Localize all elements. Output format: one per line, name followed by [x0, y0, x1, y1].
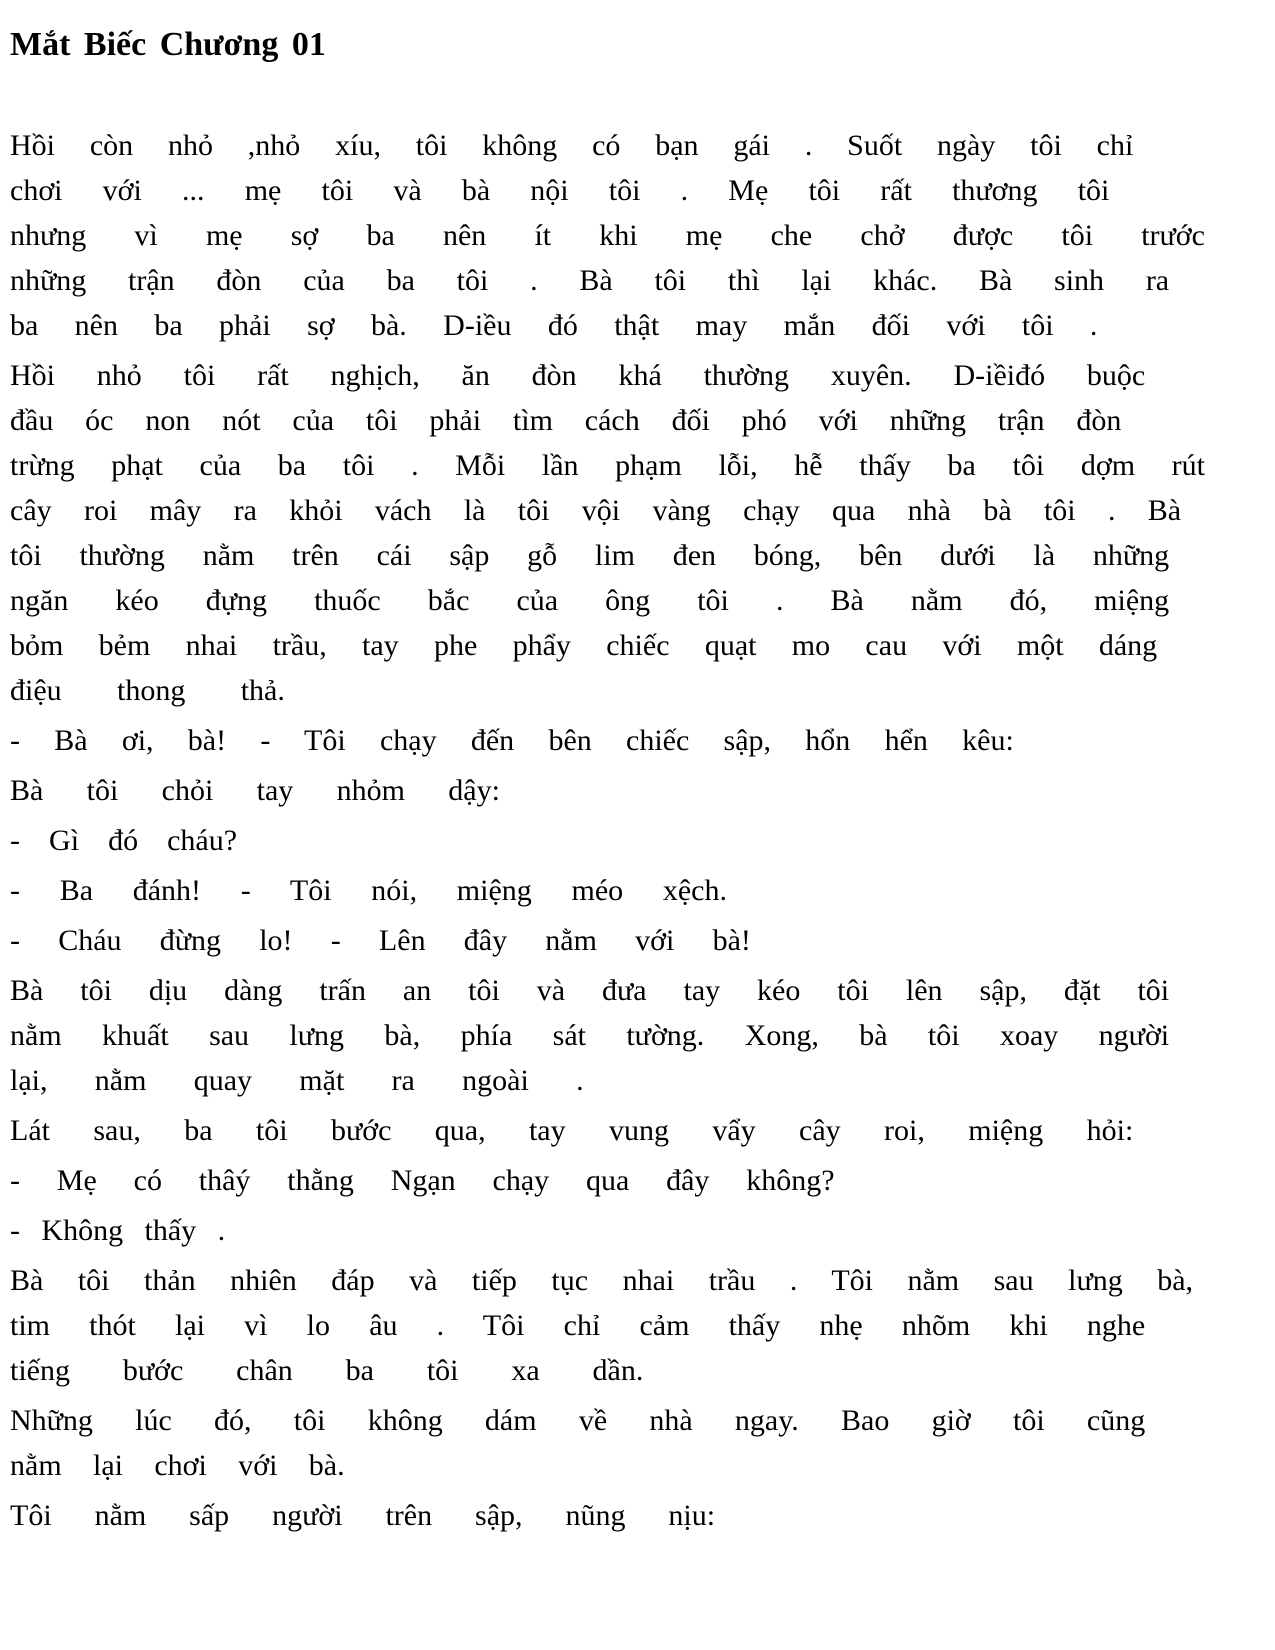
- text-line: nằm khuất sau lưng bà, phía sát tường. Xong, bà tôi xoay người: [10, 1019, 1170, 1052]
- paragraph: [10, 918, 1205, 963]
- text-line: Bà tôi dịu dàng trấn an tôi và đưa tay kéo tôi lên sập, đặt tôi: [10, 974, 1170, 1007]
- text-line: những trận đòn của ba tôi . Bà tôi thì lại khác. Bà sinh ra: [10, 264, 1170, 297]
- text-line: Những lúc đó, tôi không dám về nhà ngay. Bao giờ tôi cũng: [10, 1404, 1146, 1437]
- paragraph: [10, 768, 1205, 813]
- text-line: - Gì đó cháu?: [10, 824, 238, 857]
- document-title: Mắt Biếc Chương 01: [10, 26, 326, 63]
- text-line: Tôi nằm sấp người trên sập, nũng nịu:: [10, 1499, 716, 1532]
- paragraph: [10, 968, 1205, 1103]
- text-line: chơi với ... mẹ tôi và bà nội tôi . Mẹ tôi rất thương tôi: [10, 174, 1110, 207]
- text-line: điệu thong thả.: [10, 674, 285, 707]
- text-line: - Cháu đừng lo! - Lên đây nằm với bà!: [10, 924, 751, 957]
- text-line: nhưng vì mẹ sợ ba nên ít khi mẹ che chở được tôi trước: [10, 219, 1205, 252]
- paragraph: [10, 1493, 1205, 1538]
- text-line: lại, nằm quay mặt ra ngoài .: [10, 1064, 584, 1097]
- paragraph: [10, 123, 1205, 348]
- paragraph: [10, 818, 1205, 863]
- text-line: đầu óc non nót của tôi phải tìm cách đối phó với những trận đòn: [10, 404, 1122, 437]
- text-line: Hồi còn nhỏ ,nhỏ xíu, tôi không có bạn gái . Suốt ngày tôi chỉ: [10, 129, 1134, 162]
- text-line: ba nên ba phải sợ bà. D-iều đó thật may mắn đối với tôi .: [10, 309, 1098, 342]
- paragraph: [10, 718, 1205, 763]
- text-line: trừng phạt của ba tôi . Mỗi lần phạm lỗi, hễ thấy ba tôi dợm rút: [10, 449, 1205, 482]
- paragraph: [10, 1158, 1205, 1203]
- paragraph: [10, 1108, 1205, 1153]
- text-line: Hồi nhỏ tôi rất nghịch, ăn đòn khá thường xuyên. D-iềiđó buộc: [10, 359, 1146, 392]
- text-line: - Mẹ có thâý thằng Ngạn chạy qua đây không?: [10, 1164, 835, 1197]
- text-line: tim thót lại vì lo âu . Tôi chỉ cảm thấy nhẹ nhõm khi nghe: [10, 1309, 1146, 1342]
- text-line: tiếng bước chân ba tôi xa dần.: [10, 1354, 644, 1387]
- text-line: - Không thấy .: [10, 1214, 226, 1247]
- paragraph: [10, 1258, 1205, 1393]
- text-line: Lát sau, ba tôi bước qua, tay vung vẩy cây roi, miệng hỏi:: [10, 1114, 1134, 1147]
- text-line: ngăn kéo đựng thuốc bắc của ông tôi . Bà nằm đó, miệng: [10, 584, 1170, 617]
- text-line: nằm lại chơi với bà.: [10, 1449, 345, 1482]
- paragraph: [10, 1398, 1205, 1488]
- text-line: - Bà ơi, bà! - Tôi chạy đến bên chiếc sập, hổn hển kêu:: [10, 724, 1014, 757]
- text-body: [10, 123, 1205, 1538]
- text-line: - Ba đánh! - Tôi nói, miệng méo xệch.: [10, 874, 727, 907]
- text-line: Bà tôi thản nhiên đáp và tiếp tục nhai trầu . Tôi nằm sau lưng bà,: [10, 1264, 1194, 1297]
- text-line: Bà tôi chỏi tay nhỏm dậy:: [10, 774, 500, 807]
- paragraph: [10, 868, 1205, 913]
- text-line: cây roi mây ra khỏi vách là tôi vội vàng chạy qua nhà bà tôi . Bà: [10, 494, 1182, 527]
- text-line: tôi thường nằm trên cái sập gỗ lim đen bóng, bên dưới là những: [10, 539, 1170, 572]
- text-line: bỏm bẻm nhai trầu, tay phe phẩy chiếc quạt mo cau với một dáng: [10, 629, 1158, 662]
- paragraph: [10, 353, 1205, 713]
- paragraph: [10, 1208, 1205, 1253]
